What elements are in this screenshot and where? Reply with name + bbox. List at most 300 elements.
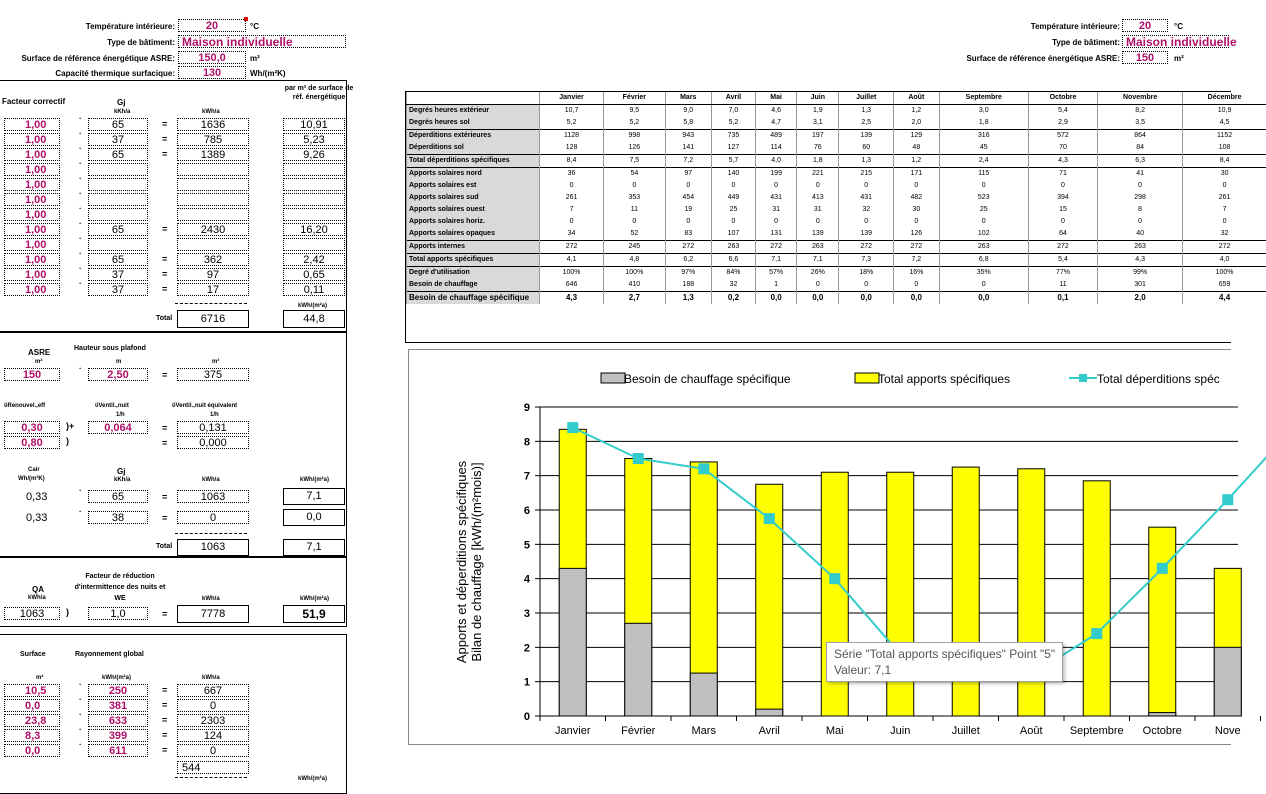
kwh-value xyxy=(177,193,249,206)
table-cell: 263 xyxy=(797,241,839,254)
table-cell: 943 xyxy=(665,130,711,143)
multiply-sign: · xyxy=(79,159,82,168)
x-tick-label: Août xyxy=(1020,725,1043,737)
table-cell: 11 xyxy=(604,204,666,216)
surface-unit: m² xyxy=(36,675,43,681)
perm-value: 9,26 xyxy=(283,148,345,161)
perm-header: par m² de surface de réf. énergétique xyxy=(284,84,354,102)
kwh-value-1: 1063 xyxy=(177,490,249,503)
table-row xyxy=(407,216,1266,228)
gj-value: 65 xyxy=(88,118,148,131)
table-cell: 139 xyxy=(839,130,894,143)
reduction-value: 1,0 xyxy=(88,607,148,620)
table-cell: 140 xyxy=(711,168,755,181)
total-perm-2: 7,1 xyxy=(283,539,345,556)
marker-total-deperditions xyxy=(699,464,709,474)
marker-total-deperditions xyxy=(830,574,840,584)
correction-factor-input[interactable]: 1,00 xyxy=(4,268,60,281)
row-label: Déperditions sol xyxy=(407,142,540,155)
perm-value: 0,65 xyxy=(283,268,345,281)
table-cell: 454 xyxy=(665,192,711,204)
table-cell: 4,8 xyxy=(604,254,666,267)
table-cell: 45 xyxy=(939,142,1028,155)
surface-input[interactable]: 8,3 xyxy=(4,729,60,742)
surface-input[interactable]: 150,0 xyxy=(178,51,246,64)
table-cell: 0 xyxy=(839,216,894,228)
correction-factor-input[interactable]: 1,00 xyxy=(4,238,60,251)
perm-value: 2,42 xyxy=(283,253,345,266)
gj-value: 65 xyxy=(88,253,148,266)
volume-value: 375 xyxy=(177,368,249,381)
correction-factor-input[interactable]: 1,00 xyxy=(4,283,60,296)
y-tick-label: 8 xyxy=(524,436,530,448)
x-tick-label: Septembre xyxy=(1070,725,1124,737)
equals-sign: = xyxy=(162,423,167,433)
temp-input[interactable]: 20 xyxy=(178,19,246,32)
month-header: Février xyxy=(604,92,666,105)
gj-header-2: Gj xyxy=(117,467,125,476)
y-tick-label: 3 xyxy=(524,608,530,620)
multiply-sign: · xyxy=(79,114,82,123)
month-header: Octobre xyxy=(1028,92,1097,105)
table-cell: 394 xyxy=(1028,192,1097,204)
marker-total-deperditions xyxy=(568,423,578,433)
table-cell: 735 xyxy=(711,130,755,143)
table-cell: 3,0 xyxy=(939,105,1028,118)
table-cell: 1152 xyxy=(1183,130,1266,143)
table-cell: 523 xyxy=(939,192,1028,204)
correction-factor-input[interactable]: 1,00 xyxy=(4,148,60,161)
table-cell: 4,5 xyxy=(1183,117,1266,130)
chart-tooltip xyxy=(826,642,1063,682)
correction-factor-input[interactable]: 1,00 xyxy=(4,223,60,236)
x-tick-label: Avril xyxy=(759,725,780,737)
table-cell: 215 xyxy=(839,168,894,181)
legend-swatch-besoin xyxy=(601,373,625,383)
table-cell: 0,0 xyxy=(939,292,1028,305)
row-label: Degrés heures sol xyxy=(407,117,540,130)
month-header: Mars xyxy=(665,92,711,105)
solar-kwh-value: 667 xyxy=(177,684,249,697)
row-label: Degrés heures extérieur xyxy=(407,105,540,118)
heating-balance-chart[interactable] xyxy=(408,349,1229,745)
table-cell: 76 xyxy=(797,142,839,155)
table-cell: 26% xyxy=(797,267,839,280)
multiply-sign: · xyxy=(79,695,82,704)
table-cell: 5,2 xyxy=(540,117,604,130)
table-row xyxy=(407,254,1266,267)
row-label: Besoin de chauffage spécifique xyxy=(407,292,540,305)
building-type-select[interactable]: Maison individuelle xyxy=(178,35,346,48)
multiply-sign: · xyxy=(79,710,82,719)
table-cell: 4,6 xyxy=(756,105,797,118)
r-surface-value: 150 xyxy=(1122,51,1168,64)
table-cell: 263 xyxy=(939,241,1028,254)
table-cell: 131 xyxy=(756,228,797,241)
correction-factor-input[interactable]: 1,00 xyxy=(4,253,60,266)
table-cell: 3,5 xyxy=(1098,117,1183,130)
table-cell: 54 xyxy=(604,168,666,181)
kwh-value: 2430 xyxy=(177,223,249,236)
table-cell: 0 xyxy=(939,216,1028,228)
gj-value xyxy=(88,163,148,176)
table-cell: 36 xyxy=(540,168,604,181)
capacity-input[interactable]: 130 xyxy=(178,66,246,79)
table-row xyxy=(407,117,1266,130)
row-label: Apports solaires est xyxy=(407,180,540,192)
gj-value-1: 65 xyxy=(88,490,148,503)
table-row xyxy=(407,192,1266,204)
x-tick-label: Nove xyxy=(1215,725,1241,737)
correction-factor-input[interactable]: 1,00 xyxy=(4,133,60,146)
x-tick-label: Janvier xyxy=(555,725,591,737)
kwh-header-4: kWh/a xyxy=(202,675,220,681)
multiply-sign: · xyxy=(79,219,82,228)
equals-sign: = xyxy=(162,149,167,159)
table-cell: 77% xyxy=(1028,267,1097,280)
table-cell: 3,1 xyxy=(797,117,839,130)
surface-input[interactable]: 0,0 xyxy=(4,699,60,712)
table-cell: 7 xyxy=(1183,204,1266,216)
r-type-label: Type de bâtiment: xyxy=(1052,38,1120,47)
table-cell: 2,0 xyxy=(894,117,939,130)
bar-besoin-chauffage xyxy=(559,568,586,716)
total-unit: kWh/(m²a) xyxy=(298,303,327,309)
height-header: Hauteur sous plafond xyxy=(74,345,146,352)
radiation-input[interactable]: 399 xyxy=(88,729,148,742)
table-cell: 998 xyxy=(604,130,666,143)
table-cell: 84% xyxy=(711,267,755,280)
table-cell: 199 xyxy=(756,168,797,181)
gj-value: 37 xyxy=(88,283,148,296)
table-cell: 99% xyxy=(1098,267,1183,280)
table-cell: 8,4 xyxy=(1183,155,1266,168)
table-row xyxy=(407,105,1266,118)
multiply-sign: · xyxy=(79,174,82,183)
table-cell: 261 xyxy=(540,192,604,204)
vent-input[interactable]: 0,064 xyxy=(88,421,148,434)
table-cell: 10,9 xyxy=(1183,105,1266,118)
table-cell: 48 xyxy=(894,142,939,155)
table-row xyxy=(407,155,1266,168)
correction-factor-input[interactable]: 1,00 xyxy=(4,118,60,131)
equals-sign: = xyxy=(162,269,167,279)
table-cell: 102 xyxy=(939,228,1028,241)
renew-input-1[interactable]: 0,30 xyxy=(4,421,60,434)
volume-unit: m³ xyxy=(212,359,219,365)
table-cell: 30 xyxy=(894,204,939,216)
capacity-label: Capacité thermique surfacique: xyxy=(55,69,175,78)
table-row xyxy=(407,267,1266,280)
multiply-sign: · xyxy=(79,249,82,258)
row-label: Déperditions extérieures xyxy=(407,130,540,143)
cair-header: Cair xyxy=(28,467,40,473)
surface-unit: m² xyxy=(250,54,260,63)
perm-value xyxy=(283,193,345,206)
cair-unit: Wh/(m³K) xyxy=(18,476,45,482)
row-label: Apports solaires nord xyxy=(407,168,540,181)
marker-total-deperditions xyxy=(764,514,774,524)
gj-value: 65 xyxy=(88,148,148,161)
row-label: Apports solaires ouest xyxy=(407,204,540,216)
equals-sign: = xyxy=(162,119,167,129)
equals-sign: = xyxy=(162,224,167,234)
x-tick-label: Juillet xyxy=(952,725,980,737)
vent-unit: 1/h xyxy=(116,412,125,418)
legend-marker-deperditions xyxy=(1079,374,1087,382)
table-cell: 0 xyxy=(894,216,939,228)
table-cell: 8 xyxy=(1098,204,1183,216)
table-cell: 272 xyxy=(1028,241,1097,254)
table-cell: 272 xyxy=(1183,241,1266,254)
table-row xyxy=(407,279,1266,292)
legend-label-deperditions: Total déperditions spéc xyxy=(1097,372,1220,386)
renew-input-2[interactable]: 0,80 xyxy=(4,436,60,449)
table-cell: 1128 xyxy=(540,130,604,143)
kwh-header: kWh/a xyxy=(202,109,220,115)
table-cell: 16% xyxy=(894,267,939,280)
table-cell: 34 xyxy=(540,228,604,241)
type-label: Type de bâtiment: xyxy=(107,38,175,47)
table-cell: 127 xyxy=(711,142,755,155)
table-cell: 263 xyxy=(711,241,755,254)
correction-factor-input[interactable]: 1,00 xyxy=(4,178,60,191)
table-cell: 272 xyxy=(839,241,894,254)
perm-value: 5,23 xyxy=(283,133,345,146)
table-cell: 10,7 xyxy=(540,105,604,118)
gj-value xyxy=(88,238,148,251)
table-row xyxy=(407,168,1266,181)
table-cell: 126 xyxy=(894,228,939,241)
table-cell: 0 xyxy=(711,180,755,192)
table-cell: 0 xyxy=(797,216,839,228)
kwh-header-2: kWh/a xyxy=(202,477,220,483)
table-cell: 0 xyxy=(1183,180,1266,192)
table-cell: 4,7 xyxy=(756,117,797,130)
total-kwh: 6716 xyxy=(177,310,249,328)
table-cell: 1,3 xyxy=(839,105,894,118)
total-label-2: Total xyxy=(156,543,172,550)
table-cell: 4,1 xyxy=(540,254,604,267)
table-cell: 0 xyxy=(604,180,666,192)
month-header: Novembre xyxy=(1098,92,1183,105)
table-cell: 1,8 xyxy=(939,117,1028,130)
solar-kwh-value: 124 xyxy=(177,729,249,742)
x-tick-label: Mai xyxy=(826,725,844,737)
factor-header: Facteur correctif xyxy=(2,97,65,106)
table-cell: 572 xyxy=(1028,130,1097,143)
perm-value xyxy=(283,208,345,221)
table-cell: 5,4 xyxy=(1028,105,1097,118)
table-row xyxy=(407,204,1266,216)
table-cell: 0 xyxy=(797,279,839,292)
table-cell: 108 xyxy=(1183,142,1266,155)
row-label: Total apports spécifiques xyxy=(407,254,540,267)
multiply-sign: · xyxy=(79,486,82,495)
table-cell: 0 xyxy=(1028,180,1097,192)
multiply-sign: · xyxy=(79,507,82,516)
correction-factor-input[interactable]: 1,00 xyxy=(4,163,60,176)
multiply-sign: · xyxy=(79,204,82,213)
multiply-sign: · xyxy=(79,129,82,138)
table-cell: 1,3 xyxy=(839,155,894,168)
total-divider xyxy=(175,303,247,304)
gj-value xyxy=(88,178,148,191)
table-corner xyxy=(407,92,540,105)
table-cell: 7,5 xyxy=(604,155,666,168)
table-cell: 8,2 xyxy=(1098,105,1183,118)
asre-value[interactable]: 150 xyxy=(4,368,60,381)
multiply-sign: · xyxy=(79,740,82,749)
table-row xyxy=(407,292,1266,305)
vent-eq-header: ϋVentil.,nuit équivalent xyxy=(172,403,237,409)
table-cell: 139 xyxy=(797,228,839,241)
radiation-input[interactable]: 250 xyxy=(88,684,148,697)
table-cell: 7,1 xyxy=(756,254,797,267)
table-cell: 1,8 xyxy=(797,155,839,168)
table-cell: 35% xyxy=(939,267,1028,280)
comment-marker-icon xyxy=(244,17,248,21)
gj-value: 37 xyxy=(88,268,148,281)
asre-unit: m² xyxy=(35,359,42,365)
perm-value xyxy=(283,163,345,176)
table-cell: 4,0 xyxy=(756,155,797,168)
gj-unit-2: kKh/a xyxy=(114,477,130,483)
equals-sign: = xyxy=(162,715,167,725)
total-perm: 44,8 xyxy=(283,310,345,328)
y-tick-label: 5 xyxy=(524,539,530,551)
table-cell: 25 xyxy=(939,204,1028,216)
r-temp-label: Température intérieure: xyxy=(1031,22,1120,31)
gj-value-2: 38 xyxy=(88,511,148,524)
table-cell: 19 xyxy=(665,204,711,216)
table-cell: 263 xyxy=(1098,241,1183,254)
table-cell: 0,2 xyxy=(711,292,755,305)
height-unit: m xyxy=(116,359,121,365)
table-cell: 5,4 xyxy=(1028,254,1097,267)
table-cell: 5,8 xyxy=(665,117,711,130)
correction-factor-input[interactable]: 1,00 xyxy=(4,193,60,206)
table-cell: 171 xyxy=(894,168,939,181)
table-cell: 126 xyxy=(604,142,666,155)
table-cell: 272 xyxy=(665,241,711,254)
table-cell: 70 xyxy=(1028,142,1097,155)
perm-value xyxy=(283,238,345,251)
table-cell: 4,4 xyxy=(1183,292,1266,305)
qa-value: 1063 xyxy=(4,607,60,620)
correction-factor-input[interactable]: 1,00 xyxy=(4,208,60,221)
renew-header: ϋRenouvel.,eff xyxy=(4,403,45,409)
marker-total-deperditions xyxy=(1223,495,1233,505)
table-cell: 60 xyxy=(839,142,894,155)
cair-1: 0,33 xyxy=(26,491,47,503)
equals-sign: = xyxy=(162,284,167,294)
month-header: Juin xyxy=(797,92,839,105)
table-cell: 9,5 xyxy=(604,105,666,118)
table-cell: 0,0 xyxy=(839,292,894,305)
y-axis-title-line1: Apports et déperditions spécifiques xyxy=(454,460,469,663)
table-cell: 2,5 xyxy=(839,117,894,130)
row-label: Total déperditions spécifiques xyxy=(407,155,540,168)
table-cell: 482 xyxy=(894,192,939,204)
monthly-table-wrap xyxy=(405,91,1231,343)
table-cell: 0 xyxy=(894,279,939,292)
total-kwh-2: 1063 xyxy=(177,539,249,556)
bar-besoin-chauffage xyxy=(756,709,783,716)
table-cell: 97 xyxy=(665,168,711,181)
table-cell: 0 xyxy=(1183,216,1266,228)
table-cell: 298 xyxy=(1098,192,1183,204)
table-cell: 141 xyxy=(665,142,711,155)
qa-header: QA xyxy=(32,585,44,594)
table-cell: 431 xyxy=(839,192,894,204)
radiation-input[interactable]: 611 xyxy=(88,744,148,757)
month-header: Avril xyxy=(711,92,755,105)
radiation-input[interactable]: 633 xyxy=(88,714,148,727)
surface-input[interactable]: 10,5 xyxy=(4,684,60,697)
radiation-unit: kWh/(m²a) xyxy=(102,675,131,681)
table-cell: 0,0 xyxy=(894,292,939,305)
height-input[interactable]: 2,50 xyxy=(88,368,148,381)
table-cell: 301 xyxy=(1098,279,1183,292)
table-row xyxy=(407,142,1266,155)
surface-input[interactable]: 0,0 xyxy=(4,744,60,757)
vent-eq-unit: 1/h xyxy=(210,412,219,418)
kwh-value: 362 xyxy=(177,253,249,266)
radiation-input[interactable]: 381 xyxy=(88,699,148,712)
table-cell: 0 xyxy=(1028,216,1097,228)
kwh-value xyxy=(177,163,249,176)
table-cell: 31 xyxy=(797,204,839,216)
table-cell: 0 xyxy=(711,216,755,228)
multiply-sign: · xyxy=(79,725,82,734)
table-row xyxy=(407,241,1266,254)
table-cell: 32 xyxy=(711,279,755,292)
table-cell: 5,7 xyxy=(711,155,755,168)
table-cell: 40 xyxy=(1098,228,1183,241)
kwh-value-2: 0 xyxy=(177,511,249,524)
surface-input[interactable]: 23,8 xyxy=(4,714,60,727)
tooltip-value: Valeur: 7,1 xyxy=(834,662,1055,678)
bar-total-apports xyxy=(1083,481,1110,716)
reduction-header: Facteur de réduction d'intermittence des nuits et WE xyxy=(70,571,170,604)
table-cell: 864 xyxy=(1098,130,1183,143)
temp-label: Température intérieure: xyxy=(86,22,175,31)
table-cell: 15 xyxy=(1028,204,1097,216)
table-cell: 84 xyxy=(1098,142,1183,155)
table-cell: 83 xyxy=(665,228,711,241)
table-cell: 100% xyxy=(540,267,604,280)
table-cell: 646 xyxy=(540,279,604,292)
table-cell: 221 xyxy=(797,168,839,181)
paren-sign: ) xyxy=(66,607,69,617)
table-cell: 100% xyxy=(604,267,666,280)
month-header: Mai xyxy=(756,92,797,105)
month-header: Août xyxy=(894,92,939,105)
kwh-value xyxy=(177,178,249,191)
table-cell: 0 xyxy=(939,279,1028,292)
kwh-value: 1389 xyxy=(177,148,249,161)
table-cell: 32 xyxy=(1183,228,1266,241)
row-label: Apports solaires opaques xyxy=(407,228,540,241)
r-surface-unit: m² xyxy=(1174,54,1184,63)
table-cell: 7,3 xyxy=(839,254,894,267)
table-cell: 114 xyxy=(756,142,797,155)
equals-sign: = xyxy=(162,492,167,502)
perm-value: 16,20 xyxy=(283,223,345,236)
bar-besoin-chauffage xyxy=(625,623,652,716)
equals-sign: = xyxy=(162,370,167,380)
